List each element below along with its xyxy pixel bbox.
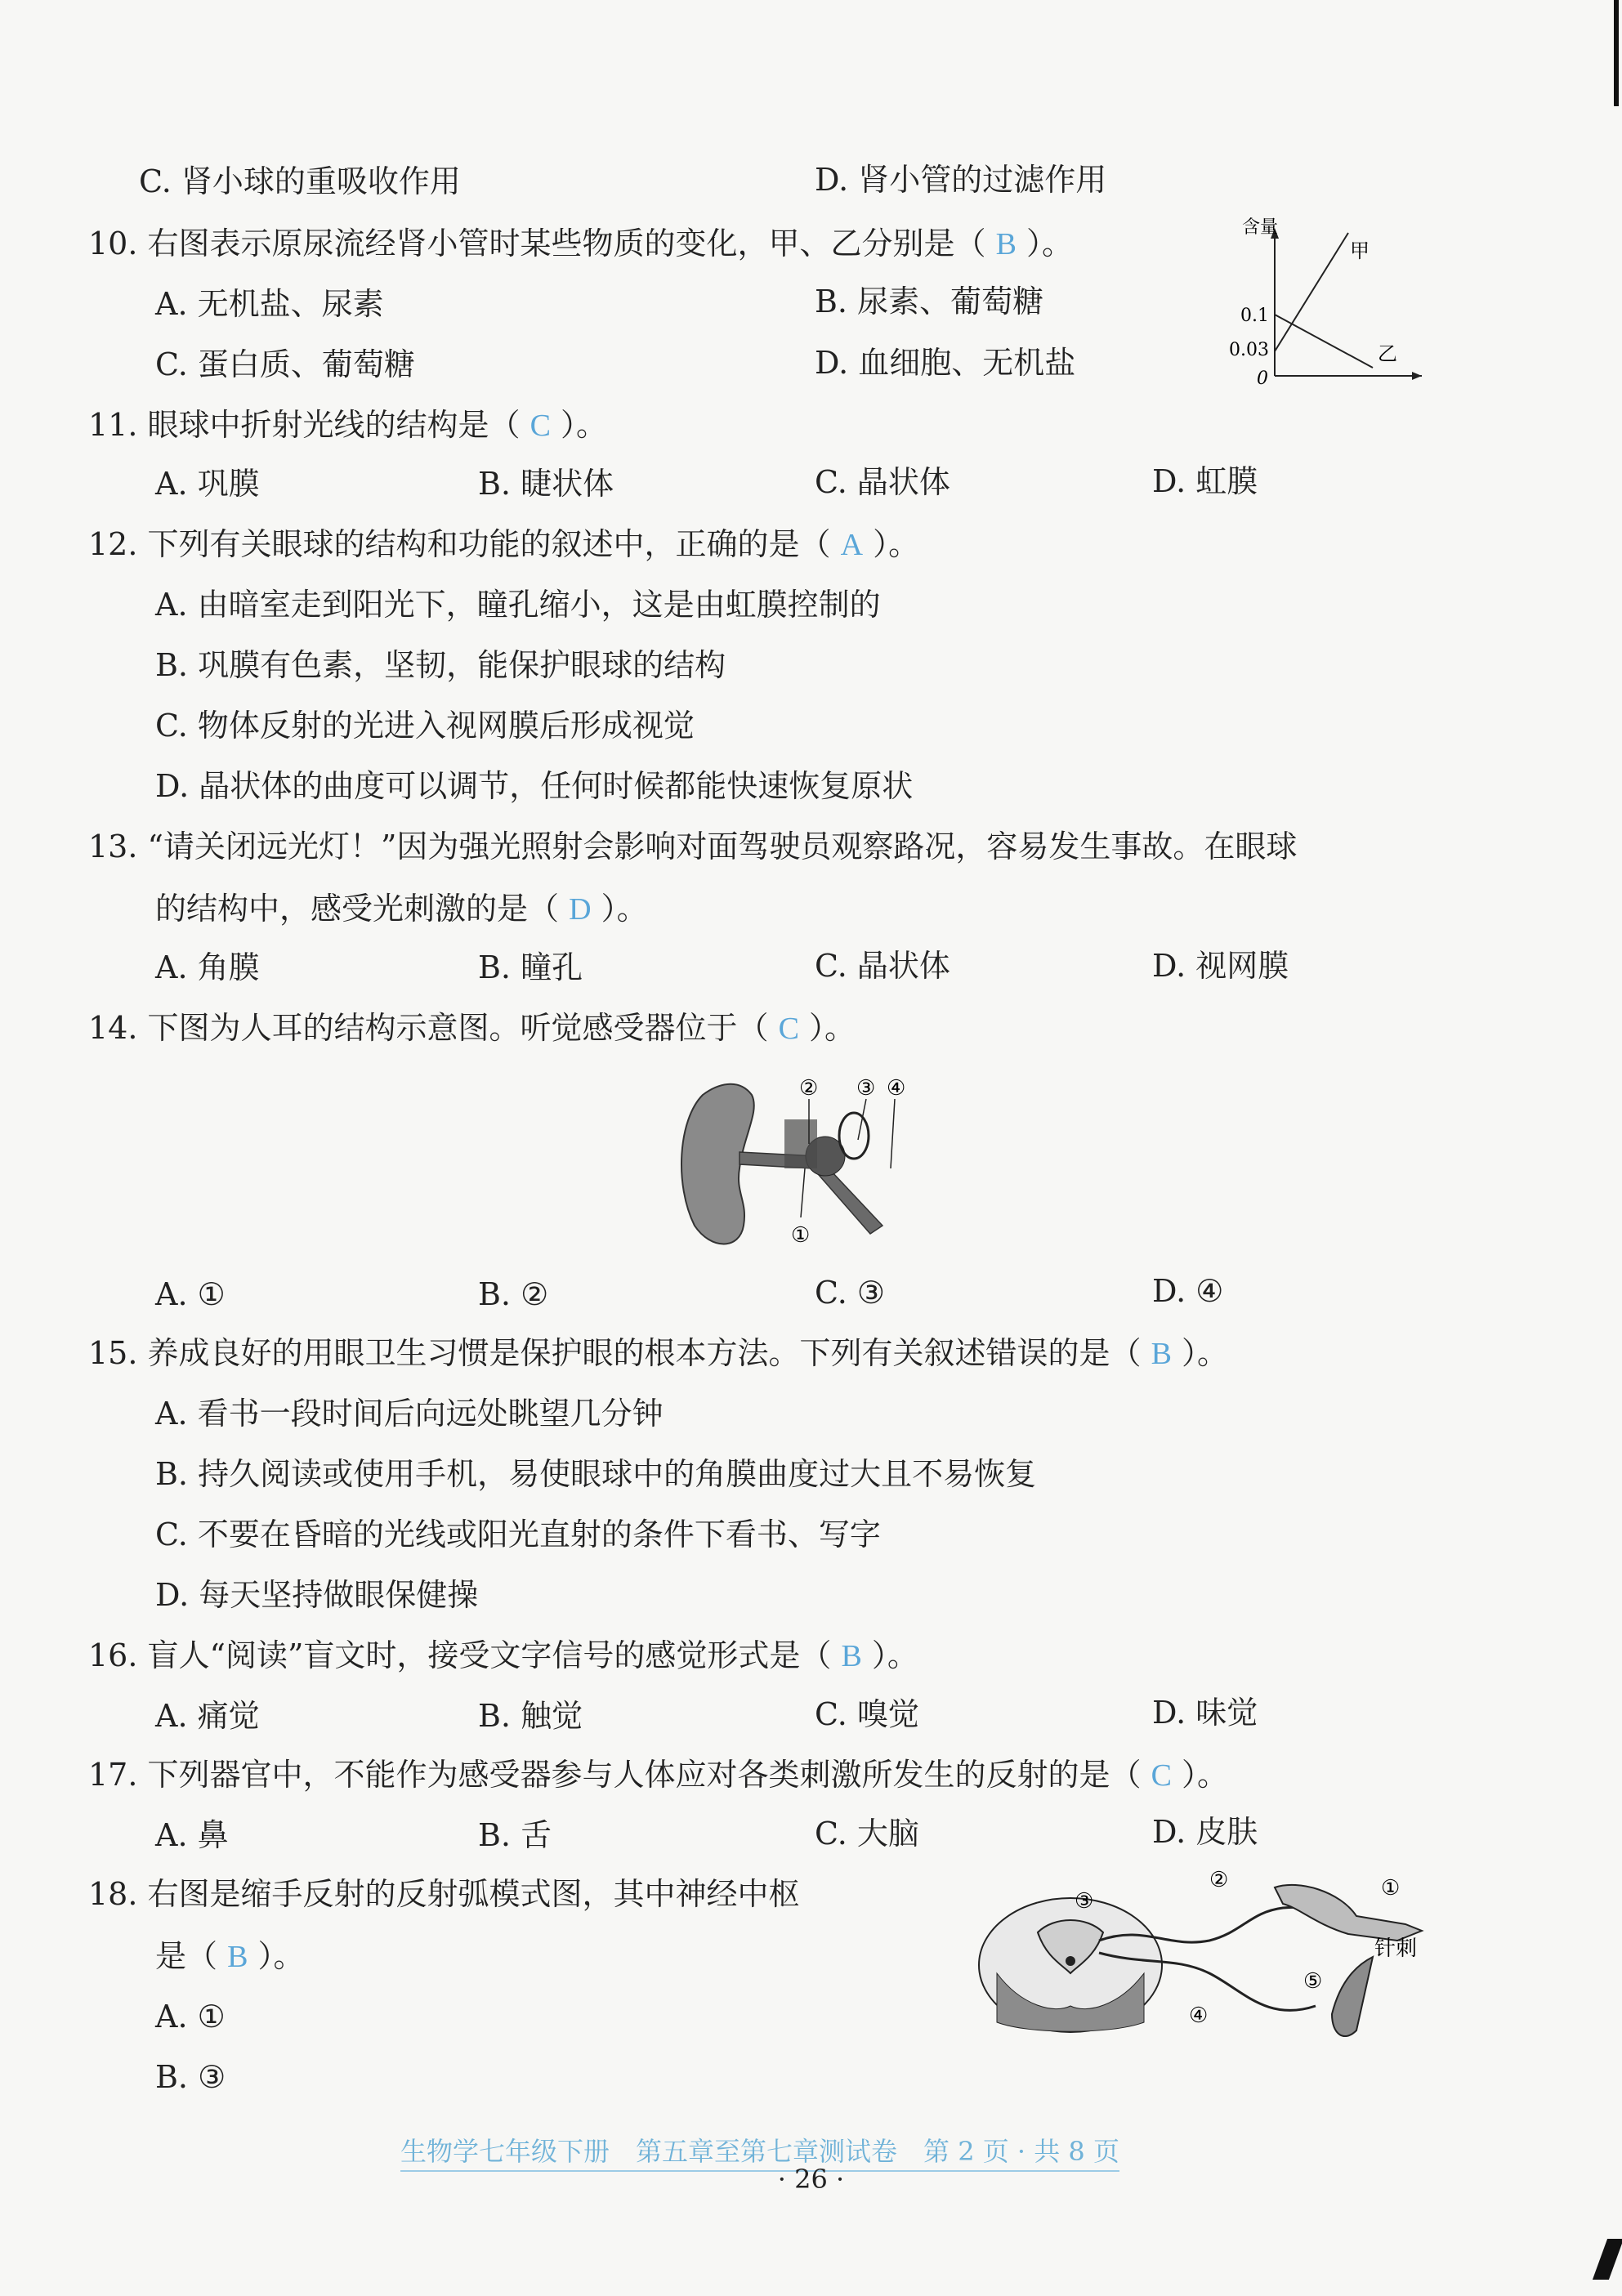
q14-option-c: C. ③ bbox=[815, 1275, 885, 1311]
q18-option-b: B. ③ bbox=[155, 2059, 226, 2095]
q16-option-c: C. 嗅觉 bbox=[815, 1696, 919, 1732]
q13-stem-line1: 13. “请关闭远光灯！”因为强光照射会影响对面驾驶员观察路况，容易发生事故。在眼球 bbox=[88, 829, 1298, 864]
stimulus-label: 针刺 bbox=[1374, 1936, 1418, 1961]
reflex-arc-diagram bbox=[972, 1867, 1446, 2071]
q13-option-d: D. 视网膜 bbox=[1152, 948, 1289, 984]
q10-option-a: A. 无机盐、尿素 bbox=[155, 286, 384, 322]
ear-diagram bbox=[662, 1062, 923, 1254]
reflex-label-4: ④ bbox=[1189, 2003, 1209, 2028]
q17-option-a: A. 鼻 bbox=[155, 1817, 229, 1853]
q12-option-b: B. 巩膜有色素，坚韧，能保护眼球的结构 bbox=[155, 647, 726, 683]
q17-option-d: D. 皮肤 bbox=[1152, 1814, 1258, 1850]
ear-label-1: ① bbox=[791, 1223, 811, 1248]
pointer-1 bbox=[801, 1168, 805, 1217]
q16-stem: 16. 盲人“阅读”盲文时，接受文字信号的感觉形式是（ B ）。 bbox=[88, 1637, 918, 1673]
q9-option-d: D. 肾小管的过滤作用 bbox=[815, 162, 1107, 198]
q16-option-b: B. 触觉 bbox=[478, 1698, 583, 1734]
q13-option-c: C. 晶状体 bbox=[815, 948, 950, 984]
semicircular-canals bbox=[839, 1113, 869, 1159]
q13-stem-line2: 的结构中，感受光刺激的是（ D ）。 bbox=[155, 891, 648, 927]
q18-option-a: A. ① bbox=[155, 1999, 226, 2035]
q16-answer: B bbox=[841, 1639, 862, 1673]
q12-stem: 12. 下列有关眼球的结构和功能的叙述中，正确的是（ A ）。 bbox=[88, 526, 920, 562]
label-jia: 甲 bbox=[1350, 239, 1370, 262]
q17-option-b: B. 舌 bbox=[478, 1817, 552, 1853]
y-label-1: 含量 bbox=[1242, 217, 1279, 238]
q16-option-d: D. 味觉 bbox=[1152, 1695, 1258, 1731]
q15-option-a: A. 看书一段时间后向远处眺望几分钟 bbox=[155, 1396, 664, 1432]
y-tick-0: 0 bbox=[1257, 369, 1268, 388]
footer-title: 生物学七年级下册 第五章至第七章测试卷 第 2 页 · 共 8 页 bbox=[400, 2131, 1119, 2172]
q12-answer: A bbox=[840, 528, 864, 562]
x-axis-arrow bbox=[1412, 372, 1422, 380]
q10-option-c: C. 蛋白质、葡萄糖 bbox=[155, 346, 415, 382]
q15-answer: B bbox=[1151, 1337, 1172, 1371]
q18-answer: B bbox=[227, 1940, 248, 1974]
ear-label-2: ② bbox=[799, 1076, 819, 1101]
q11-option-a: A. 巩膜 bbox=[155, 466, 260, 502]
q10-stem: 10. 右图表示原尿流经肾小管时某些物质的变化，甲、乙分别是（ B ）。 bbox=[88, 226, 1074, 261]
q18-stem-line2: 是（ B ）。 bbox=[155, 1938, 305, 1974]
q9-option-c: C. 肾小球的重吸收作用 bbox=[139, 163, 461, 199]
central-canal bbox=[1066, 1956, 1075, 1966]
q14-option-a: A. ① bbox=[155, 1276, 226, 1312]
q11-option-b: B. 睫状体 bbox=[478, 466, 614, 502]
page-number: · 26 · bbox=[777, 2164, 845, 2195]
q10-option-b: B. 尿素、葡萄糖 bbox=[815, 284, 1044, 319]
y-tick-01: 0.1 bbox=[1240, 306, 1269, 326]
scan-edge-top bbox=[1614, 0, 1619, 106]
q15-option-b: B. 持久阅读或使用手机，易使眼球中的角膜曲度过大且不易恢复 bbox=[155, 1456, 1037, 1492]
reflex-label-2: ② bbox=[1209, 1868, 1229, 1892]
q14-answer: C bbox=[778, 1012, 799, 1046]
reflex-label-3: ③ bbox=[1075, 1889, 1094, 1914]
q11-answer: C bbox=[529, 409, 551, 443]
q14-option-b: B. ② bbox=[478, 1276, 549, 1312]
ear-label-4: ④ bbox=[887, 1076, 906, 1101]
pointer-4 bbox=[891, 1099, 895, 1168]
q15-option-d: D. 每天坚持做眼保健操 bbox=[155, 1577, 479, 1613]
q13-option-a: A. 角膜 bbox=[155, 949, 260, 985]
q17-answer: C bbox=[1151, 1758, 1172, 1793]
line-yi bbox=[1275, 315, 1373, 368]
q10-answer: B bbox=[995, 227, 1017, 261]
q14-stem: 14. 下图为人耳的结构示意图。听觉感受器位于（ C ）。 bbox=[88, 1010, 856, 1046]
q10-option-d: D. 血细胞、无机盐 bbox=[815, 345, 1076, 381]
q11-option-c: C. 晶状体 bbox=[815, 464, 950, 500]
q12-option-d: D. 晶状体的曲度可以调节，任何时候都能快速恢复原状 bbox=[155, 768, 914, 804]
q10-graph bbox=[1226, 217, 1430, 388]
q11-stem: 11. 眼球中折射光线的结构是（ C ）。 bbox=[88, 407, 608, 443]
q11-option-d: D. 虹膜 bbox=[1152, 463, 1258, 499]
q17-option-c: C. 大脑 bbox=[815, 1816, 919, 1852]
muscle bbox=[1332, 1957, 1373, 2036]
q17-stem: 17. 下列器官中，不能作为感受器参与人体应对各类刺激所发生的反射的是（ C ）。 bbox=[88, 1757, 1229, 1793]
q18-stem-line1: 18. 右图是缩手反射的反射弧模式图，其中神经中枢 bbox=[88, 1876, 800, 1912]
q13-option-b: B. 瞳孔 bbox=[478, 949, 583, 985]
ear-label-3: ③ bbox=[856, 1076, 876, 1101]
y-tick-003: 0.03 bbox=[1229, 340, 1269, 360]
label-yi: 乙 bbox=[1378, 342, 1397, 365]
reflex-label-1: ① bbox=[1381, 1876, 1401, 1901]
scan-edge-bottom bbox=[1593, 2239, 1622, 2280]
q13-answer: D bbox=[569, 892, 592, 927]
q12-option-a: A. 由暗室走到阳光下，瞳孔缩小，这是由虹膜控制的 bbox=[155, 587, 881, 623]
q12-option-c: C. 物体反射的光进入视网膜后形成视觉 bbox=[155, 708, 695, 744]
middle-ear bbox=[784, 1119, 817, 1168]
q15-stem: 15. 养成良好的用眼卫生习惯是保护眼的根本方法。下列有关叙述错误的是（ B ）。 bbox=[88, 1335, 1229, 1371]
reflex-label-5: ⑤ bbox=[1303, 1969, 1323, 1994]
q15-option-c: C. 不要在昏暗的光线或阳光直射的条件下看书、写字 bbox=[155, 1517, 881, 1552]
q14-option-d: D. ④ bbox=[1152, 1273, 1224, 1309]
q16-option-a: A. 痛觉 bbox=[155, 1698, 260, 1734]
